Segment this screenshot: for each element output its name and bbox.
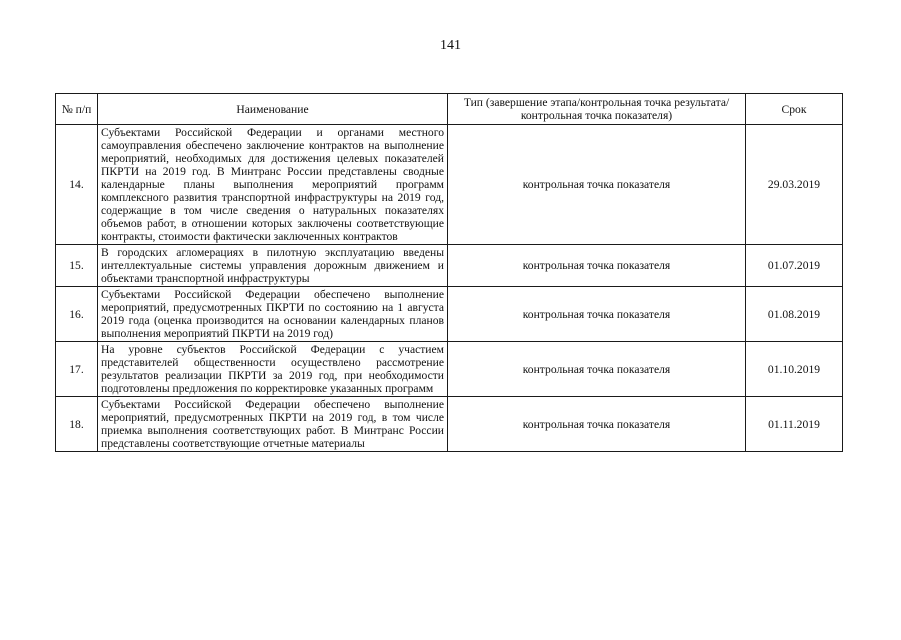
table-row [56,125,843,245]
header-num: № п/п [56,94,98,125]
row-date: 01.07.2019 [746,245,843,287]
table-row [56,245,843,287]
row-num: 18. [56,397,98,452]
table-row [56,287,843,342]
row-type: контрольная точка показателя [448,287,746,342]
row-date: 01.11.2019 [746,397,843,452]
row-type: контрольная точка показателя [448,342,746,397]
row-type: контрольная точка показателя [448,245,746,287]
header-type: Тип (завершение этапа/контрольная точка результата/контрольная точка показателя) [448,94,746,125]
page-number: 141 [440,38,461,53]
row-name: На уровне субъектов Российской Федерации с участием представителей общественности осуществлено рассмотрение результатов реализации ПКРТИ за 2019 год, при необходимости подготовлены предложения по корректировке указанных программ [98,342,448,397]
table-row [56,397,843,452]
row-type: контрольная точка показателя [448,125,746,245]
row-date: 01.08.2019 [746,287,843,342]
row-date: 29.03.2019 [746,125,843,245]
row-type: контрольная точка показателя [448,397,746,452]
row-date: 01.10.2019 [746,342,843,397]
row-num: 16. [56,287,98,342]
row-name: Субъектами Российской Федерации обеспечено выполнение мероприятий, предусмотренных ПКРТИ по состоянию на 1 августа 2019 года (оценка производится на основании календарных планов выполнения мероприятий ПКРТИ на 2019 год) [98,287,448,342]
header-name: Наименование [98,94,448,125]
table-header-row [56,94,843,125]
header-date: Срок [746,94,843,125]
row-num: 17. [56,342,98,397]
row-name: Субъектами Российской Федерации обеспечено выполнение мероприятий, предусмотренных ПКРТИ на 2019 год, в том числе приемка выполнения соответствующих работ. В Минтранс России представлены соответствующие отчетные материалы [98,397,448,452]
table-row [56,342,843,397]
row-num: 14. [56,125,98,245]
row-name: Субъектами Российской Федерации и органами местного самоуправления обеспечено заключение контрактов на выполнение мероприятий, необходимых для достижения целевых показателей ПКРТИ на 2019 год. В Минтранс России представлены сводные календарные планы выполнения мероприятий программ комплексного развития транспортной инфраструктуры на 2019 год, содержащие в том числе сведения о натуральных показателях объемов работ, в отношении которых заключены соответствующие контракты, стоимости фактически заключенных контрактов [98,125,448,245]
milestones-table [55,93,843,452]
row-num: 15. [56,245,98,287]
row-name: В городских агломерациях в пилотную эксплуатацию введены интеллектуальные системы управления дорожным движением и объектами транспортной инфраструктуры [98,245,448,287]
